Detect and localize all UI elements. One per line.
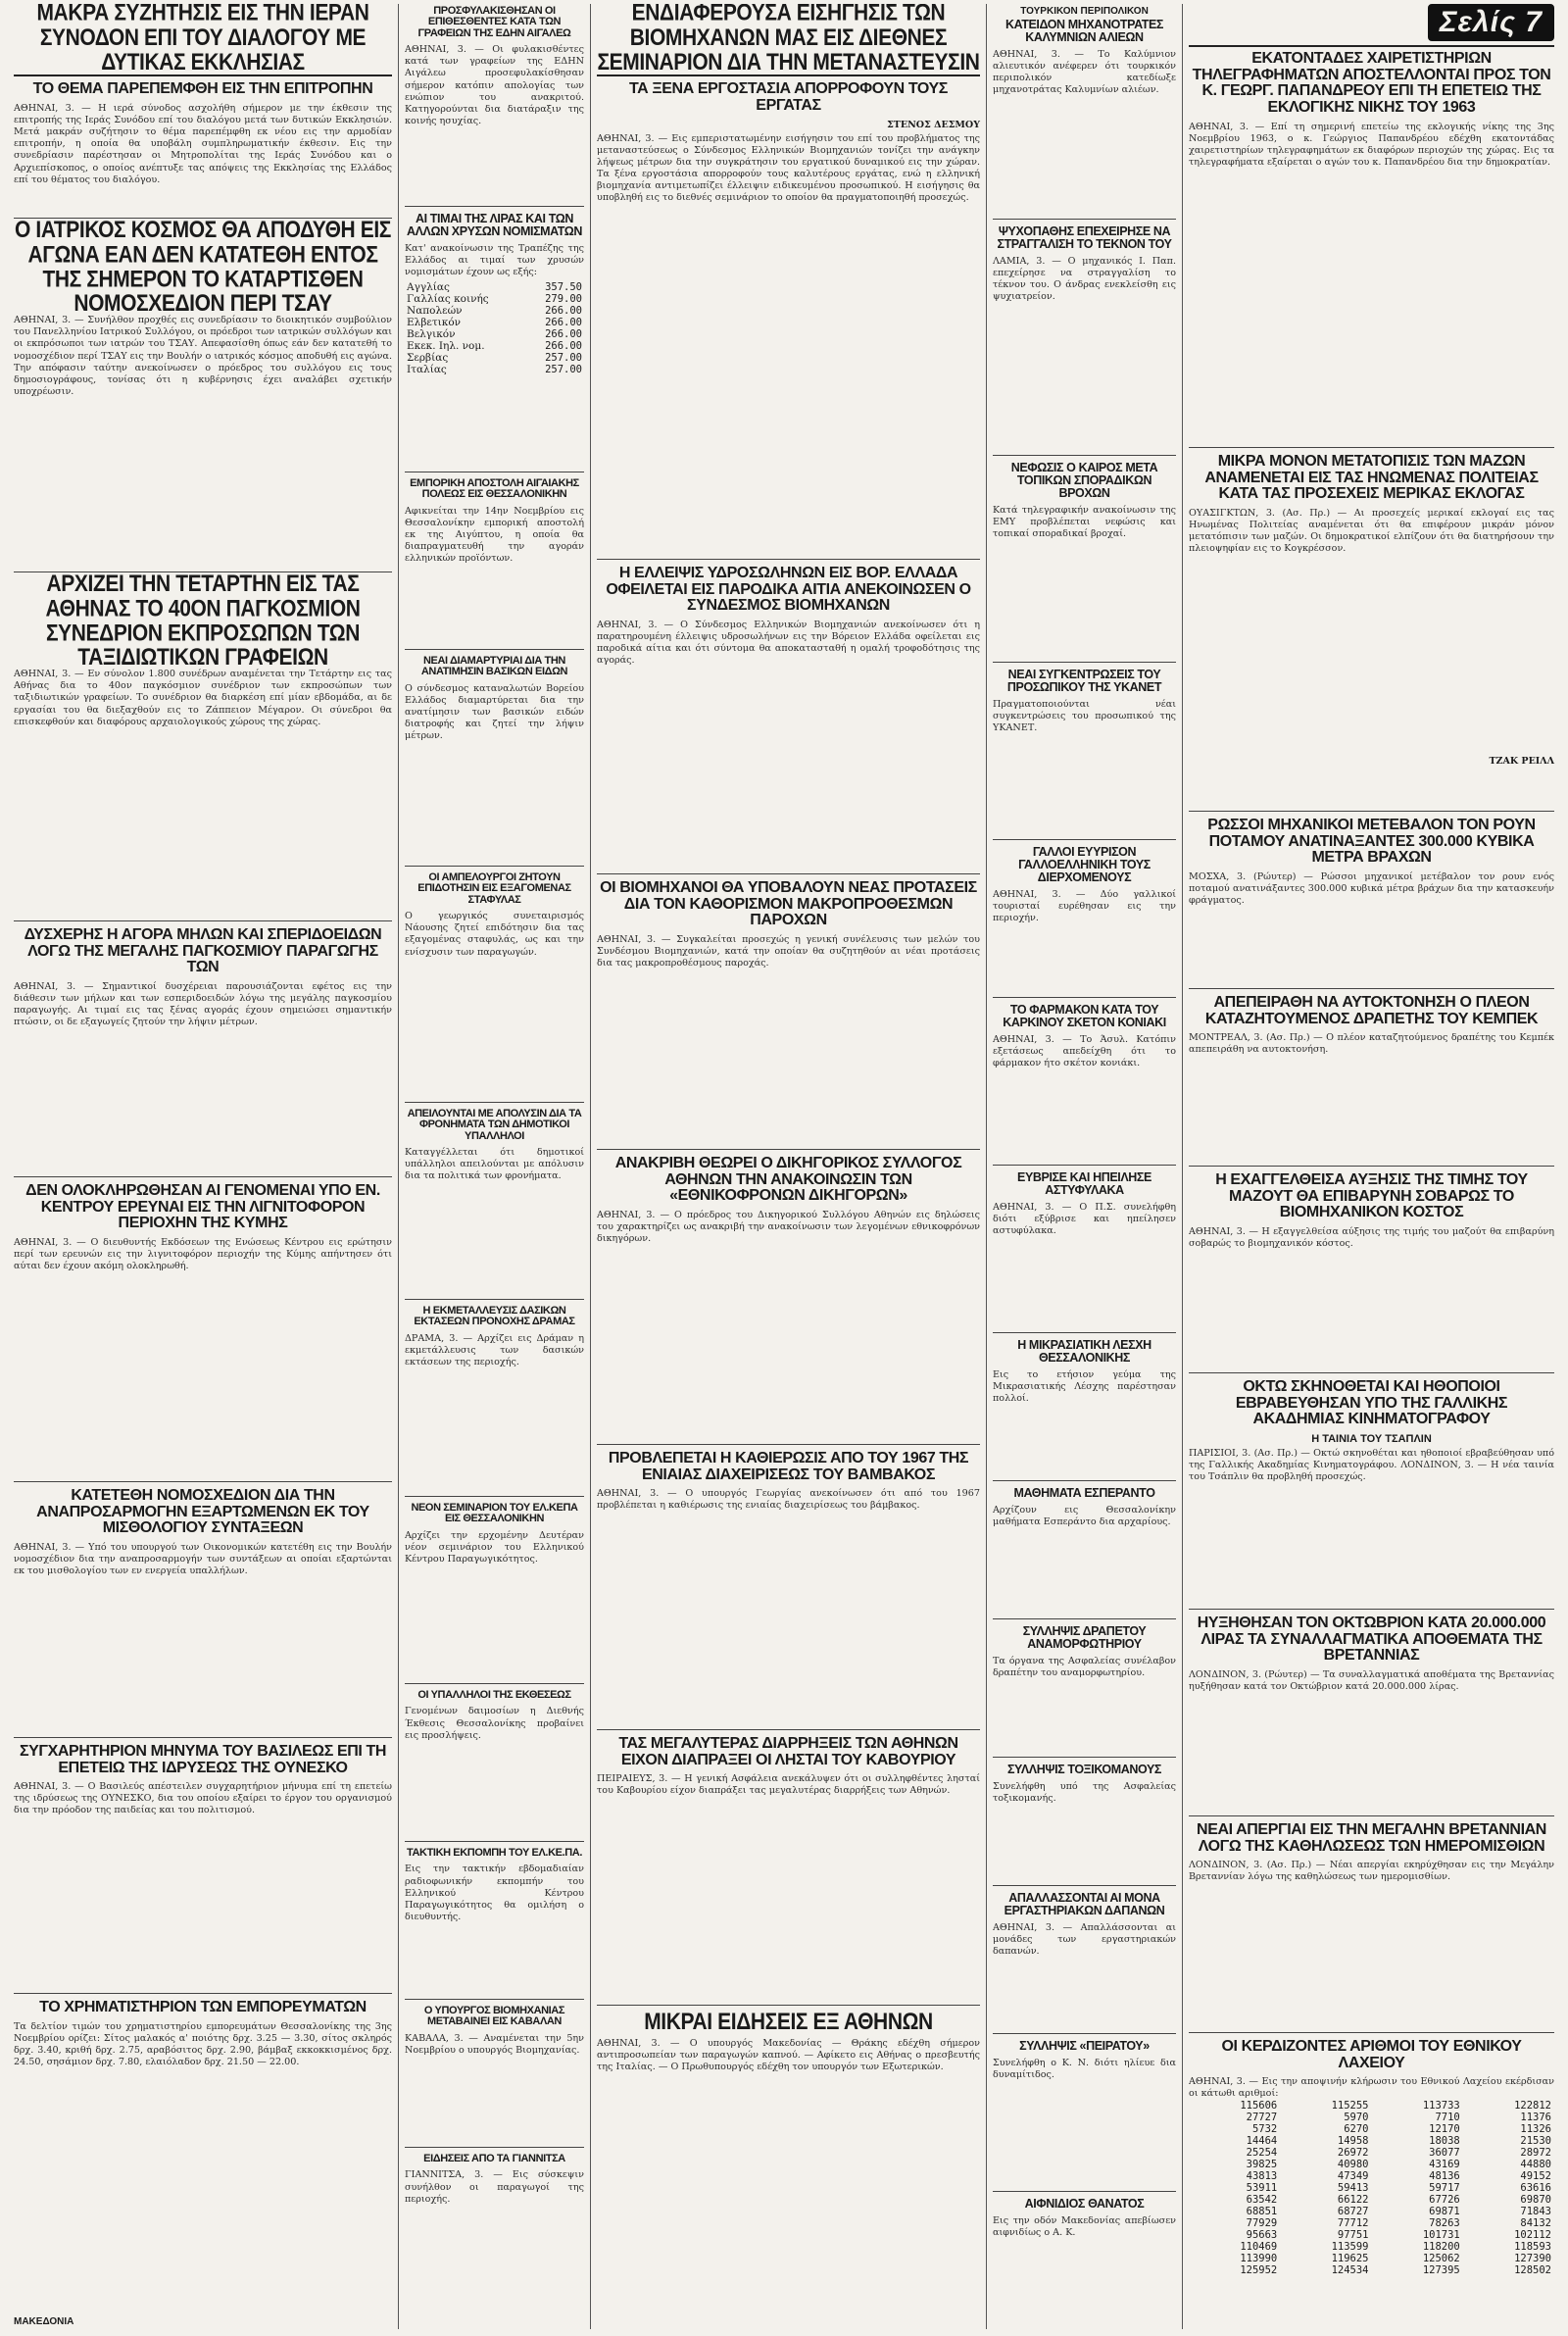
table-row bbox=[405, 305, 584, 317]
article-giannitsa bbox=[405, 2154, 584, 2275]
article-body: Εις την οδόν Μακεδονίας απεβίωσεν αιφνιδίως ο Α. Κ. bbox=[993, 2215, 1176, 2239]
article-addicts bbox=[993, 1764, 1176, 1886]
article-forests bbox=[405, 1306, 584, 1497]
rate-value: 257.00 bbox=[545, 364, 582, 376]
article-body: Συνελήφθη υπό της Ασφαλείας τοξικομανής. bbox=[993, 1781, 1176, 1805]
headline: ΕΝΔΙΑΦΕΡΟΥΣΑ ΕΙΣΗΓΗΣΙΣ ΤΩΝ ΒΙΟΜΗΧΑΝΩΝ ΜΑΣ ΕΙΣ ΔΙΕΘΝΕΣ ΣΕΜΙΝΑΡΙΟΝ ΔΙΑ ΤΗΝ ΜΕΤΑΝΑΣΤΕΥΣΙΝ bbox=[597, 4, 980, 75]
lottery-number: 68727 bbox=[1337, 2206, 1369, 2218]
rate-value: 257.00 bbox=[545, 352, 582, 365]
lottery-number: 67726 bbox=[1429, 2194, 1460, 2207]
table-row bbox=[1189, 2229, 1554, 2241]
headline: ΔΥΣΧΕΡΗΣ Η ΑΓΟΡΑ ΜΗΛΩΝ ΚΑΙ ΣΠΕΡΙΔΟΕΙΔΩΝ ΛΟΓΩ ΤΗΣ ΜΕΓΑΛΗΣ ΠΑΓΚΟΣΜΙΟΥ ΠΑΡΑΓΩΓΗΣ ΤΩΝ bbox=[24, 926, 382, 976]
lottery-number: 11376 bbox=[1520, 2112, 1551, 2124]
table-row bbox=[405, 340, 584, 352]
headline: ΚΑΤΕΤΕΘΗ ΝΟΜΟΣΧΕΔΙΟΝ ΔΙΑ ΤΗΝ ΑΝΑΠΡΟΣΑΡΜΟΓΗΝ ΕΞΑΡΤΩΜΕΝΩΝ ΕΚ ΤΟΥ ΜΙΣΘΟΛΟΓΙΟΥ ΣΥΝΤΑΞΕΩΝ bbox=[36, 1487, 369, 1537]
article-small-news bbox=[597, 2009, 980, 2329]
article-body: ΛΑΜΙΑ, 3. — Ο μηχανικός Ι. Παπ. επεχείρησε να στραγγαλίση το τέκνον του. Ο άνδρας ενεκλείσθη εις ψυχιατρείον. bbox=[993, 256, 1176, 303]
article-body: Ο σύνδεσμος καταναλωτών Βορείου Ελλάδος διαμαρτύρεται δια την ανατίμησιν των βασικών ειδών διατροφής και ζητεί την λήψιν μέτρων. bbox=[405, 682, 584, 742]
headline: ΝΕΑΙ ΔΙΑΜΑΡΤΥΡΙΑΙ ΔΙΑ ΤΗΝ ΑΝΑΤΙΜΗΣΙΝ ΒΑΣΙΚΩΝ ΕΙΔΩΝ bbox=[420, 655, 568, 678]
lottery-number: 127395 bbox=[1422, 2264, 1460, 2277]
rate-name: Βελγικόν bbox=[407, 328, 456, 341]
lottery-number: 122812 bbox=[1514, 2100, 1551, 2112]
article-migration bbox=[597, 6, 980, 560]
lottery-number: 47349 bbox=[1337, 2170, 1369, 2183]
byline: ΤΖΑΚ ΡΕΙΛΛ bbox=[1489, 755, 1554, 767]
article-gold-rates bbox=[405, 213, 584, 472]
article-body: Εις το ετήσιον γεύμα της Μικρασιατικής Λέσχης παρέστησαν πολλοί. bbox=[993, 1369, 1176, 1405]
article-broadcast bbox=[405, 1848, 584, 2000]
rate-name: Εκεκ. Ιηλ. νομ. bbox=[407, 340, 485, 353]
headline: ΝΕΑΙ ΑΠΕΡΓΙΑΙ ΕΙΣ ΤΗΝ ΜΕΓΑΛΗΝ ΒΡΕΤΑΝΝΙΑΝ ΛΟΓΩ ΤΗΣ ΚΑΘΗΛΩΣΕΩΣ ΤΩΝ ΗΜΕΡΟΜΙΣΘΙΩΝ bbox=[1197, 1821, 1546, 1855]
article-quebec-fugitive bbox=[1189, 995, 1554, 1167]
article-price-protests bbox=[405, 656, 584, 867]
rate-name: Ιταλίας bbox=[407, 364, 447, 376]
article-body: ΜΟΣΧΑ, 3. (Ρώυτερ) — Ρώσσοι μηχανικοί μετέβαλον τον ρουν ενός ποταμού ανατινάξαντες 300.000 κυβικά μέτρα βράχων δια την κατασκευήν φράγματος. bbox=[1189, 870, 1554, 907]
headline: ΜΑΚΡΑ ΣΥΖΗΤΗΣΙΣ ΕΙΣ ΤΗΝ ΙΕΡΑΝ ΣΥΝΟΔΟΝ ΕΠΙ ΤΟΥ ΔΙΑΛΟΓΟΥ ΜΕ ΔΥΤΙΚΑΣ ΕΚΚΛΗΣΙΑΣ bbox=[36, 4, 369, 75]
lottery-number: 110469 bbox=[1240, 2241, 1278, 2254]
headline: ΑΙ ΤΙΜΑΙ ΤΗΣ ΛΙΡΑΣ ΚΑΙ ΤΩΝ ΑΛΛΩΝ ΧΡΥΣΩΝ ΝΟΜΙΣΜΑΤΩΝ bbox=[406, 212, 583, 238]
article-body: Κατ' ανακοίνωσιν της Τραπέζης της Ελλάδος αι τιμαί των χρυσών νομισμάτων έχουν ως εξής: bbox=[405, 243, 584, 278]
article-body: ΑΘΗΝΑΙ, 3. — Το Άσυλ. Κατόπιν εξετάσεως απεδείχθη ότι το φάρμακον ήτο σκέτον κονιάκι. bbox=[993, 1034, 1176, 1069]
article-minister-kavala bbox=[405, 2006, 584, 2148]
column-1 bbox=[8, 4, 398, 2329]
headline: ΑΠΑΛΛΑΣΣΟΝΤΑΙ ΑΙ ΜΟΝΑ ΕΡΓΑΣΤΗΡΙΑΚΩΝ ΔΑΠΑΝΩΝ bbox=[1004, 1891, 1165, 1917]
article-body: Πραγματοποιούνται νέαι συγκεντρώσεις του προσωπικού της ΥΚΑΝΕΤ. bbox=[993, 699, 1176, 734]
lottery-number: 78263 bbox=[1429, 2217, 1460, 2230]
article-body: ΑΘΗΝΑΙ, 3. — Ο Σύνδεσμος Ελληνικών Βιομηχανιών ανεκοίνωσεν ότι η παρατηρουμένη έλλειψις υδροσωλήνων εις την Βόρειον Ελλάδα οφείλεται εις παροδικά αίτια και ότι σύντομα θα αποκατασταθή η ομαλή τροφοδότησις της αγοράς. bbox=[597, 619, 980, 667]
article-body: ΚΑΒΑΛΑ, 3. — Αναμένεται την 5ην Νοεμβρίου ο υπουργός Βιομηχανίας. bbox=[405, 2032, 584, 2056]
lottery-number: 97751 bbox=[1337, 2229, 1369, 2242]
lottery-number: 36077 bbox=[1429, 2147, 1460, 2160]
headline: ΝΕΑΙ ΣΥΓΚΕΝΤΡΩΣΕΙΣ ΤΟΥ ΠΡΟΣΩΠΙΚΟΥ ΤΗΣ ΥΚΑΝΕΤ bbox=[1006, 668, 1162, 694]
section-label bbox=[1189, 18, 1192, 28]
article-body: ΔΡΑΜΑ, 3. — Αρχίζει εις Δράμαν η εκμετάλλευσις των δασικών εκτάσεων της περιοχής. bbox=[405, 1332, 584, 1368]
lottery-number: 49152 bbox=[1520, 2170, 1551, 2183]
lottery-number: 113733 bbox=[1422, 2100, 1460, 2112]
lottery-number: 113990 bbox=[1240, 2253, 1278, 2265]
headline: ΗΥΞΗΘΗΣΑΝ ΤΟΝ ΟΚΤΩΒΡΙΟΝ ΚΑΤΑ 20.000.000 ΛΙΡΑΣ ΤΑ ΣΥΝΑΛΛΑΓΜΑΤΙΚΑ ΑΠΟΘΕΜΑΤΑ ΤΗΣ ΒΡΕΤΑΝΝΙΑΣ bbox=[1197, 1615, 1546, 1665]
headline: ΠΡΟΒΛΕΠΕΤΑΙ Η ΚΑΘΙΕΡΩΣΙΣ ΑΠΟ ΤΟΥ 1967 ΤΗΣ ΕΝΙΑΙΑΣ ΔΙΑΧΕΙΡΙΣΕΩΣ ΤΟΥ ΒΑΜΒΑΚΟΣ bbox=[608, 1450, 969, 1483]
article-lottery bbox=[1189, 2039, 1554, 2329]
gold-rates-table bbox=[405, 281, 584, 375]
table-row bbox=[1189, 2217, 1554, 2229]
lottery-number: 6270 bbox=[1344, 2123, 1369, 2136]
lottery-number: 25254 bbox=[1246, 2147, 1278, 2160]
column-4 bbox=[986, 4, 1182, 2329]
lottery-number: 14958 bbox=[1337, 2135, 1369, 2148]
article-body: Αρχίζει την ερχομένην Δευτέραν νέον σεμινάριον του Ελληνικού Κέντρου Παραγωγικότητος. bbox=[405, 1529, 584, 1566]
article-body: ΑΘΗΝΑΙ, 3. — Υπό του υπουργού των Οικονομικών κατετέθη εις την Βουλήν νομοσχέδιον δια την αναπροσαρμογήν των συντάξεων αι οποίαι εξαρτώνται εκ του μισθολογίου των εν ενεργεία υπαλλήλων. bbox=[14, 1541, 392, 1577]
article-body: ΑΘΗΝΑΙ, 3. — Απαλλάσσονται αι μονάδες των εργαστηριακών δαπανών. bbox=[993, 1922, 1176, 1958]
article-body: ΑΘΗΝΑΙ, 3. — Συνήλθον προχθές εις συνεδρίασιν το διοικητικόν συμβούλιον του Πανελληνίου Ιατρικού Συλλόγου, οι πρόεδροι των ιατρικών συλλόγων και οι εκπρόσωποι των ιατρών του ΤΣΑΥ. Απεφασίσθη όπως εάν δεν κατατεθή το νομοσχέδιον περί ΤΣΑΥ εις την Βουλήν ο ιατρικός κόσμος αποδυθή εις αγώνα. Την απόφασιν ταύτην ανεκοίνωσεν ο πρόεδρος του συλλόγου εις τους δημοσιογράφους, τονίσας ότι η κυβέρνησις έχει αναλάβει σχετικήν υποχρέωσιν. bbox=[14, 315, 392, 397]
headline: ΡΩΣΣΟΙ ΜΗΧΑΝΙΚΟΙ ΜΕΤΕΒΑΛΟΝ ΤΟΝ ΡΟΥΝ ΠΟΤΑΜΟΥ ΑΝΑΤΙΝΑΞΑΝΤΕΣ 300.000 ΚΥΒΙΚΑ ΜΕΤΡΑ ΒΡΑΧΩΝ bbox=[1207, 817, 1536, 867]
headline: ΑΠΕΙΛΟΥΝΤΑΙ ΜΕ ΑΠΟΛΥΣΙΝ ΔΙΑ ΤΑ ΦΡΟΝΗΜΑΤΑ ΤΩΝ ΔΗΜΟΤΙΚΟΙ ΥΠΑΛΛΗΛΟΙ bbox=[407, 1108, 582, 1142]
headline: ΟΙ ΑΜΠΕΛΟΥΡΓΟΙ ΖΗΤΟΥΝ ΕΠΙΔΟΤΗΣΙΝ ΕΙΣ ΕΞΑΓΟΜΕΝΑΣ ΣΤΑΦΥΛΑΣ bbox=[417, 871, 571, 906]
lottery-number: 21530 bbox=[1520, 2135, 1551, 2148]
headline: ΝΕΟΝ ΣΕΜΙΝΑΡΙΟΝ ΤΟΥ ΕΛ.ΚΕΠΑ ΕΙΣ ΘΕΣΣΑΛΟΝΙΚΗΝ bbox=[411, 1502, 578, 1525]
headline: ΕΥΒΡΙΣΕ ΚΑΙ ΗΠΕΙΛΗΣΕ ΑΣΤΥΦΥΛΑΚΑ bbox=[1017, 1170, 1152, 1197]
lottery-number: 115606 bbox=[1240, 2100, 1278, 2112]
table-row bbox=[1189, 2182, 1554, 2194]
article-policeman bbox=[993, 1171, 1176, 1333]
article-body: ΠΕΙΡΑΙΕΥΣ, 3. — Η γενική Ασφάλεια ανεκάλυψεν ότι οι συλληφθέντες λησταί του Καβουρίου είχον διαπράξει τας μεγαλυτέρας διαρρήξεις των Αθηνών. bbox=[597, 1773, 980, 1797]
rate-name: Γαλλίας κοινής bbox=[407, 293, 489, 306]
lottery-number: 12170 bbox=[1429, 2123, 1460, 2136]
article-trade-mission bbox=[405, 478, 584, 650]
table-row bbox=[1189, 2135, 1554, 2147]
page-footer: ΜΑΚΕΔΟΝΙΑ bbox=[14, 2316, 74, 2327]
lottery-table bbox=[1189, 2100, 1554, 2276]
article-arrests bbox=[405, 6, 584, 207]
lottery-number: 128502 bbox=[1514, 2264, 1551, 2277]
headline: ΚΑΤΕΙΔΟΝ ΜΗΧΑΝΟΤΡΑΤΕΣ ΚΑΛΥΜΝΙΩΝ ΑΛΙΕΩΝ bbox=[1005, 18, 1163, 44]
headline: ΕΙΔΗΣΕΙΣ ΑΠΟ ΤΑ ΓΙΑΝΝΙΤΣΑ bbox=[423, 2153, 565, 2164]
article-body: ΑΘΗΝΑΙ, 3. — Οι φυλακισθέντες κατά των γραφείων της ΕΔΗΝ Αιγάλεω προσεφυλακίσθησαν σήμερον κατόπιν απολογίας των ενώπιον του ανακριτού. Κατηγορούνται δια διατάραξιν της κοινής ησυχίας. bbox=[405, 44, 584, 126]
article-pensions bbox=[14, 1488, 392, 1738]
lottery-number: 59413 bbox=[1337, 2182, 1369, 2195]
divider bbox=[597, 75, 980, 76]
article-body: ΑΘΗΝΑΙ, 3. — Ο Βασιλεύς απέστειλεν συγχαρητήριον μήνυμα επί τη επετείω της ιδρύσεως της ΟΥΝΕΣΚΟ, δια του οποίου εξαίρει το έργον του οργανισμού δια την πρόοδον της παιδείας και του πολιτισμού. bbox=[14, 1781, 392, 1816]
table-row bbox=[1189, 2100, 1554, 2112]
article-papandreou bbox=[1189, 51, 1554, 448]
rate-name: Ελβετικόν bbox=[407, 317, 462, 329]
lottery-number: 115255 bbox=[1331, 2100, 1369, 2112]
table-row bbox=[405, 352, 584, 364]
headline: ΟΙ ΒΙΟΜΗΧΑΝΟΙ ΘΑ ΥΠΟΒΑΛΟΥΝ ΝΕΑΣ ΠΡΟΤΑΣΕΙΣ ΔΙΑ ΤΟΝ ΚΑΘΟΡΙΣΜΟΝ ΜΑΚΡΟΠΡΟΘΕΣΜΩΝ ΠΑΡΟΧΩΝ bbox=[600, 879, 977, 929]
divider bbox=[14, 75, 392, 76]
table-row bbox=[1189, 2123, 1554, 2135]
lottery-number: 59717 bbox=[1429, 2182, 1460, 2195]
table-row bbox=[1189, 2194, 1554, 2206]
article-unesco bbox=[14, 1744, 392, 1994]
article-french bbox=[993, 846, 1176, 998]
article-doctors bbox=[14, 217, 392, 572]
article-body: ΠΑΡΙΣΙΟΙ, 3. (Ασ. Πρ.) — Οκτώ σκηνοθέται και ηθοποιοί εβραβεύθησαν υπό της Γαλλικής Ακαδημίας Κινηματογράφου. ΛΟΝΔΙΝΟΝ, 3. — Η νέα ταινία του Τσάπλιν θα προβληθή προσεχώς. bbox=[1189, 1447, 1554, 1483]
article-body: ΟΥΑΣΙΓΚΤΩΝ, 3. (Ασ. Πρ.) — Αι προσεχείς μερικαί εκλογαί εις τας Ηνωμένας Πολιτείας αναμένεται ότι θα επιφέρουν μικράν μόνον μετατόπισιν των μαζών. Οι δημοκρατικοί ελπίζουν ότι θα διατηρήσουν την πλειοψηφίαν εις το Κογκρέσσον. bbox=[1189, 507, 1554, 555]
headline: ΨΥΧΟΠΑΘΗΣ ΕΠΕΧΕΙΡΗΣΕ ΝΑ ΣΤΡΑΓΓΑΛΙΣΗ ΤΟ ΤΕΚΝΟΝ ΤΟΥ bbox=[997, 224, 1172, 251]
headline: ΠΡΟΣΦΥΛΑΚΙΣΘΗΣΑΝ ΟΙ ΕΠΙΘΕΣΘΕΝΤΕΣ ΚΑΤΑ ΤΩΝ ΓΡΑΦΕΙΩΝ ΤΗΣ ΕΔΗΝ ΑΙΓΑΛΕΩ bbox=[417, 5, 571, 39]
lottery-number: 71843 bbox=[1520, 2206, 1551, 2218]
article-body: Εις την τακτικήν εβδομαδιαίαν ραδιοφωνικήν εκπομπήν του Ελληνικού Κέντρου Παραγωγικότητος θα ομιλήση ο διευθυντής. bbox=[405, 1864, 584, 1922]
headline: ΤΟ ΧΡΗΜΑΤΙΣΤΗΡΙΟΝ ΤΩΝ ΕΜΠΟΡΕΥΜΑΤΩΝ bbox=[39, 1999, 367, 2015]
headline: ΝΕΦΩΣΙΣ Ο ΚΑΙΡΟΣ ΜΕΤΑ ΤΟΠΙΚΩΝ ΣΠΟΡΑΔΙΚΩΝ ΒΡΟΧΩΝ bbox=[1010, 461, 1158, 500]
lottery-number: 101731 bbox=[1422, 2229, 1460, 2242]
article-weather bbox=[993, 462, 1176, 663]
lottery-number: 18038 bbox=[1429, 2135, 1460, 2148]
article-body: Τα όργανα της Ασφαλείας συνέλαβον δραπέτην του αναμορφωτηρίου. bbox=[993, 1656, 1176, 1679]
article-body: Ο γεωργικός συνεταιρισμός Νάουσης ζητεί επιδότησιν δια τας εξαγομένας σταφυλάς, ως και την ενίσχυσιν των παραγωγών. bbox=[405, 911, 584, 958]
article-apples bbox=[14, 927, 392, 1177]
headline: ΑΡΧΙΖΕΙ ΤΗΝ ΤΕΤΑΡΤΗΝ ΕΙΣ ΤΑΣ ΑΘΗΝΑΣ ΤΟ 40ΟΝ ΠΑΓΚΟΣΜΙΟΝ ΣΥΝΕΔΡΙΟΝ ΕΚΠΡΟΣΩΠΩΝ ΤΩΝ ΤΑΞΙΔΙΩΤΙΚΩΝ ΓΡΑΦΕΙΩΝ bbox=[45, 571, 361, 671]
article-body: Αφικνείται την 14ην Νοεμβρίου εις Θεσσαλονίκην εμπορική αποστολή εκ της Αιγύπτου, η οποία θα διαπραγματευθή την αγοράν ελληνικών προϊόντων. bbox=[405, 505, 584, 565]
page-masthead bbox=[1189, 4, 1554, 47]
newspaper-page bbox=[8, 4, 1560, 2329]
article-soviet-river bbox=[1189, 818, 1554, 989]
lottery-number: 118200 bbox=[1422, 2241, 1460, 2254]
article-lab-costs bbox=[993, 1892, 1176, 2034]
article-synod bbox=[14, 6, 392, 219]
article-body: ΑΘΗΝΑΙ, 3. — Η ιερά σύνοδος ασχολήθη σήμερον με την έκθεσιν της επιτροπής της Ιεράς Συνόδου επί του διαλόγου μετά των δυτικών Εκκλησιών. Μετά μακράν συζήτησιν το θέμα παρεπέμφθη εκ νέου εις την αρμοδίαν επιτροπήν, η οποία θα υποβάλη συμπληρωματικήν έκθεσιν. Εις την συνεδρίασιν παρέστησαν οι Μητροπολίται της Ιεράς Συνόδου και ο Αρχιεπίσκοπος, ο οποίος ανέπτυξε τας απόψεις της Εκκλησίας της Ελλάδος επί του θέματος του διαλόγου. bbox=[14, 103, 392, 185]
headline: ΜΙΚΡΑΙ ΕΙΔΗΣΕΙΣ ΕΞ ΑΘΗΝΩΝ bbox=[644, 2009, 933, 2035]
headline: ΟΙ ΥΠΑΛΛΗΛΟΙ ΤΗΣ ΕΚΘΕΣΕΩΣ bbox=[417, 1689, 571, 1701]
article-body: Καταγγέλλεται ότι δημοτικοί υπάλληλοι απειλούνται με απόλυσιν δια τα πολιτικά των φρονήματα. bbox=[405, 1147, 584, 1182]
headline: Η ΕΧΑΓΓΕΛΘΕΙΣΑ ΑΥΞΗΣΙΣ ΤΗΣ ΤΙΜΗΣ ΤΟΥ ΜΑΖΟΥΤ ΘΑ ΕΠΙΒΑΡΥΝΗ ΣΟΒΑΡΩΣ ΤΟ ΒΙΟΜΗΧΑΝΙΚΟΝ ΚΟΣΤΟΣ bbox=[1215, 1171, 1528, 1221]
article-lignite bbox=[14, 1183, 392, 1482]
article-body: ΑΘΗΝΑΙ, 3. — Ο υπουργός Μακεδονίας — Θράκης εδέχθη σήμερον αντιπροσωπείαν των παραγωγών καπνού. — Αφίκετο εις Αθήνας ο πρεσβευτής της Ιταλίας. — Ο Πρωθυπουργός εδέχθη τον υπουργόν των Εξωτερικών. bbox=[597, 2037, 980, 2072]
section-label: ΤΟΥΡΚΙΚΟΝ ΠΕΡΙΠΟΛΙΚΟΝ bbox=[1020, 6, 1149, 17]
article-body: Γενομένων δαιμοσίων η Διεθνής Έκθεσις Θεσσαλονίκης προβαίνει εις προσλήψεις. bbox=[405, 1706, 584, 1741]
lottery-number: 113599 bbox=[1331, 2241, 1369, 2254]
byline: ΣΤΕΝΟΣ ΔΕΣΜΟΥ bbox=[887, 119, 980, 130]
lottery-number: 27727 bbox=[1246, 2112, 1278, 2124]
rate-value: 266.00 bbox=[545, 317, 582, 329]
headline: ΕΜΠΟΡΙΚΗ ΑΠΟΣΤΟΛΗ ΑΙΓΑΙΑΚΗΣ ΠΟΛΕΩΣ ΕΙΣ ΘΕΣΣΑΛΟΝΙΚΗΝ bbox=[410, 477, 579, 501]
article-ykanet bbox=[993, 669, 1176, 840]
column-2 bbox=[398, 4, 590, 2329]
column-5 bbox=[1182, 4, 1560, 2329]
headline: ΑΙΦΝΙΔΙΟΣ ΘΑΝΑΤΟΣ bbox=[1024, 2197, 1145, 2211]
headline: ΜΑΘΗΜΑΤΑ ΕΣΠΕΡΑΝΤΟ bbox=[1013, 1486, 1155, 1500]
lottery-number: 77929 bbox=[1246, 2217, 1278, 2230]
lottery-number: 40980 bbox=[1337, 2159, 1369, 2171]
headline: ΣΥΓΧΑΡΗΤΗΡΙΟΝ ΜΗΝΥΜΑ ΤΟΥ ΒΑΣΙΛΕΩΣ ΕΠΙ ΤΗ ΕΠΕΤΕΙΩ ΤΗΣ ΙΔΡΥΣΕΩΣ ΤΗΣ ΟΥΝΕΣΚΟ bbox=[19, 1743, 387, 1776]
article-body: ΑΘΗΝΑΙ, 3. — Συγκαλείται προσεχώς η γενική συνέλευσις των μελών του Συνδέσμου Βιομηχανιών, κατά την οποίαν θα συζητηθούν αι νέαι προτάσεις δια τας μακροπροθέσμους παροχάς. bbox=[597, 933, 980, 969]
headline: ΟΚΤΩ ΣΚΗΝΟΘΕΤΑΙ ΚΑΙ ΗΘΟΠΟΙΟΙ ΕΒΡΑΒΕΥΘΗΣΑΝ ΥΠΟ ΤΗΣ ΓΑΛΛΙΚΗΣ ΑΚΑΔΗΜΙΑΣ ΚΙΝΗΜΑΤΟΓΡΑΦΟΥ bbox=[1235, 1378, 1508, 1428]
table-row bbox=[1189, 2264, 1554, 2276]
lottery-number: 43169 bbox=[1429, 2159, 1460, 2171]
lottery-number: 5732 bbox=[1251, 2123, 1278, 2136]
article-municipal-staff bbox=[405, 1109, 584, 1300]
headline: ΓΑΛΛΟΙ ΕΥΥΡΙΣΟΝ ΓΑΛΛΟΕΛΛΗΝΙΚΗ ΤΟΥΣ ΔΙΕΡΧΟΜΕΝΟΥΣ bbox=[1018, 845, 1151, 884]
rate-value: 266.00 bbox=[545, 328, 582, 341]
article-body: ΛΟΝΔΙΝΟΝ, 3. (Ρώυτερ) — Τα συναλλαγματικά αποθέματα της Βρεταννίας ηυξήθησαν κατά τον Οκτώβριον κατά 20.000.000 λίρας. bbox=[1189, 1668, 1554, 1692]
article-pipes bbox=[597, 566, 980, 874]
lottery-number: 68851 bbox=[1246, 2206, 1278, 2218]
headline: Η ΜΙΚΡΑΣΙΑΤΙΚΗ ΛΕΣΧΗ ΘΕΣΣΑΛΟΝΙΚΗΣ bbox=[1017, 1338, 1152, 1365]
lottery-number: 7710 bbox=[1435, 2112, 1460, 2124]
lottery-number: 127390 bbox=[1514, 2253, 1551, 2265]
table-row bbox=[1189, 2159, 1554, 2170]
column-3 bbox=[590, 4, 986, 2329]
article-body: ΑΘΗΝΑΙ, 3. — Ο διευθυντής Εκδόσεων της Ενώσεως Κέντρου εις ερώτησιν περί των ερευνών εις την λιγνιτοφόρον περιοχήν της Κύμης απήντησεν ότι αύται δεν έχουν ακόμη ολοκληρωθή. bbox=[14, 1236, 392, 1272]
article-travel-congress bbox=[14, 571, 392, 921]
headline: ΑΠΕΠΕΙΡΑΘΗ ΝΑ ΑΥΤΟΚΤΟΝΗΣΗ Ο ΠΛΕΟΝ ΚΑΤΑΖΗΤΟΥΜΕΝΟΣ ΔΡΑΠΕΤΗΣ ΤΟΥ ΚΕΜΠΕΚ bbox=[1204, 994, 1539, 1027]
article-vine-growers bbox=[405, 872, 584, 1103]
headline: Ο ΥΠΟΥΡΓΟΣ ΒΙΟΜΗΧΑΝΙΑΣ ΜΕΤΑΒΑΙΝΕΙ ΕΙΣ ΚΑΒΑΛΑΝ bbox=[423, 2005, 565, 2028]
lottery-number: 28972 bbox=[1520, 2147, 1551, 2160]
subheadline: ΤΟ ΘΕΜΑ ΠΑΡΕΠΕΜΦΘΗ ΕΙΣ ΤΗΝ ΕΠΙΤΡΟΠΗΝ bbox=[32, 80, 373, 98]
article-body: ΑΘΗΝΑΙ, 3. — Ο υπουργός Γεωργίας ανεκοίνωσεν ότι από του 1967 προβλέπεται η καθιέρωσις της ενιαίας διαχειρίσεως του βάμβακος. bbox=[597, 1488, 980, 1512]
rate-name: Σερβίας bbox=[407, 352, 449, 365]
headline: ΣΥΛΛΗΨΙΣ ΔΡΑΠΕΤΟΥ ΑΝΑΜΟΡΦΩΤΗΡΙΟΥ bbox=[1022, 1624, 1147, 1651]
headline: Η ΕΛΛΕΙΨΙΣ ΥΔΡΟΣΩΛΗΝΩΝ ΕΙΣ ΒΟΡ. ΕΛΛΑΔΑ ΟΦΕΙΛΕΤΑΙ ΕΙΣ ΠΑΡΟΔΙΚΑ ΑΙΤΙΑ ΑΝΕΚΟΙΝΩΣΕΝ Ο ΣΥΝΔΕΣΜΟΣ ΒΙΟΜΗΧΑΝΩΝ bbox=[606, 565, 971, 615]
article-fugitive bbox=[993, 1625, 1176, 1758]
lottery-number: 43813 bbox=[1246, 2170, 1278, 2183]
lottery-number: 119625 bbox=[1331, 2253, 1369, 2265]
article-body: Συνελήφθη ο Κ. Ν. διότι ηλίευε δια δυναμίτιδος. bbox=[993, 2058, 1176, 2081]
lottery-number: 53911 bbox=[1246, 2182, 1278, 2195]
table-row bbox=[405, 281, 584, 293]
headline: ΤΑΣ ΜΕΓΑΛΥΤΕΡΑΣ ΔΙΑΡΡΗΞΕΙΣ ΤΩΝ ΑΘΗΝΩΝ ΕΙΧΟΝ ΔΙΑΠΡΑΞΕΙ ΟΙ ΛΗΣΤΑΙ ΤΟΥ ΚΑΒΟΥΡΙΟΥ bbox=[618, 1735, 958, 1768]
article-seminar bbox=[405, 1503, 584, 1684]
table-row bbox=[405, 293, 584, 305]
headline: ΕΚΑΤΟΝΤΑΔΕΣ ΧΑΙΡΕΤΙΣΤΗΡΙΩΝ ΤΗΛΕΓΡΑΦΗΜΑΤΩΝ ΑΠΟΣΤΕΛΛΟΝΤΑΙ ΠΡΟΣ ΤΟΝ Κ. ΓΕΩΡΓ. ΠΑΠΑΝΔΡΕΟΥ ΕΠΙ ΤΗ ΕΠΕΤΕΙΩ ΤΗΣ ΕΚΛΟΓΙΚΗΣ ΝΙΚΗΣ ΤΟΥ 1963 bbox=[1192, 50, 1551, 116]
page-number-badge: Σελίς 7 bbox=[1428, 4, 1554, 41]
table-row bbox=[1189, 2170, 1554, 2182]
headline: ΤΟ ΦΑΡΜΑΚΟΝ ΚΑΤΑ ΤΟΥ ΚΑΡΚΙΝΟΥ ΣΚΕΤΟΝ ΚΟΝΙΑΚΙ bbox=[1003, 1003, 1166, 1029]
article-death bbox=[993, 2198, 1176, 2319]
headline: Ο ΙΑΤΡΙΚΟΣ ΚΟΣΜΟΣ ΘΑ ΑΠΟΔΥΘΗ ΕΙΣ ΑΓΩΝΑ ΕΑΝ ΔΕΝ ΚΑΤΑΤΕΘΗ ΕΝΤΟΣ ΤΗΣ ΣΗΜΕΡΟΝ ΤΟ ΚΑΤΑΡΤΙΣΘΕΝ ΝΟΜΟΣΧΕΔΙΟΝ ΠΕΡΙ ΤΣΑΥ bbox=[15, 217, 391, 318]
lottery-number: 102112 bbox=[1514, 2229, 1551, 2242]
article-body: ΑΘΗΝΑΙ, 3. — Εις εμπεριστατωμένην εισήγησιν του επί του προβλήματος της μεταναστεύσεως ο Σύνδεσμος Ελληνικών Βιομηχανιών τονίζει την ανάγκην λήψεως μέτρων δια την συγκράτησιν του εργατικού δυναμικού εις την χώραν. Τα ξένα εργοστάσια απορροφούν τους καλυτέρους εργάτας, ενώ η ελληνική βιομηχανία αντιμετωπίζει έλλειψιν ειδικευμένου προσωπικού. Η εισήγησις θα υποβληθή εις το διεθνές σεμινάριον το οποίον θα πραγματοποιηθή προσεχώς. bbox=[597, 132, 980, 204]
article-commodities bbox=[14, 2000, 392, 2327]
table-row bbox=[1189, 2206, 1554, 2217]
article-kalymnos bbox=[993, 19, 1176, 220]
lottery-number: 63542 bbox=[1246, 2194, 1278, 2207]
headline: ΜΙΚΡΑ ΜΟΝΟΝ ΜΕΤΑΤΟΠΙΣΙΣ ΤΩΝ ΜΑΖΩΝ ΑΝΑΜΕΝΕΤΑΙ ΕΙΣ ΤΑΣ ΗΝΩΜΕΝΑΣ ΠΟΛΙΤΕΙΑΣ ΚΑΤΑ ΤΑΣ ΠΡΟΣΕΧΕΙΣ ΜΕΡΙΚΑΣ ΕΚΛΟΓΑΣ bbox=[1204, 453, 1539, 503]
article-body: ΜΟΝΤΡΕΑΛ, 3. (Ασ. Πρ.) — Ο πλέον καταζητούμενος δραπέτης του Κεμπέκ απεπειράθη να αυτοκτονήση. bbox=[1189, 1032, 1554, 1056]
headline: ΟΙ ΚΕΡΔΙΖΟΝΤΕΣ ΑΡΙΘΜΟΙ ΤΟΥ ΕΘΝΙΚΟΥ ΛΑΧΕΙΟΥ bbox=[1221, 2038, 1522, 2071]
lottery-number: 11326 bbox=[1520, 2123, 1551, 2136]
article-body: ΑΘΗΝΑΙ, 3. — Ο πρόεδρος του Δικηγορικού Συλλόγου Αθηνών εις δηλώσεις του χαρακτηρίζει ως ανακριβή την ανακοίνωσιν των λεγομένων εθνικοφρόνων δικηγόρων. bbox=[597, 1209, 980, 1245]
rate-value: 266.00 bbox=[545, 340, 582, 353]
article-body: ΑΘΗΝΑΙ, 3. — Η εξαγγελθείσα αύξησις της τιμής του μαζούτ θα επιβαρύνη σοβαρώς το βιομηχανικόν κόστος. bbox=[1189, 1225, 1554, 1249]
article-psychopath bbox=[993, 225, 1176, 456]
table-row bbox=[1189, 2253, 1554, 2264]
article-body: ΛΟΝΔΙΝΟΝ, 3. (Ασ. Πρ.) — Νέαι απεργίαι εκηρύχθησαν εις την Μεγάλην Βρεταννίαν λόγω της καθηλώσεως των ημερομισθίων. bbox=[1189, 1860, 1554, 1883]
article-industrialists bbox=[597, 880, 980, 1150]
subheadline: ΤΑ ΞΕΝΑ ΕΡΓΟΣΤΑΣΙΑ ΑΠΟΡΡΟΦΟΥΝ ΤΟΥΣ ΕΡΓΑΤΑΣ bbox=[628, 80, 949, 115]
table-row bbox=[405, 328, 584, 340]
rate-name: Ναπολεών bbox=[407, 305, 463, 318]
article-us-elections bbox=[1189, 454, 1554, 812]
article-esperanto bbox=[993, 1487, 1176, 1619]
lottery-number: 69870 bbox=[1520, 2194, 1551, 2207]
article-mazut bbox=[1189, 1172, 1554, 1373]
lottery-number: 44880 bbox=[1520, 2159, 1551, 2171]
article-body: ΓΙΑΝΝΙΤΣΑ, 3. — Εις σύσκεψιν συνήλθον οι παραγωγοί της περιοχής. bbox=[405, 2169, 584, 2205]
article-reserves bbox=[1189, 1615, 1554, 1816]
article-club bbox=[993, 1339, 1176, 1481]
article-uk-strikes bbox=[1189, 1822, 1554, 2033]
table-row bbox=[1189, 2147, 1554, 2159]
lottery-number: 26972 bbox=[1337, 2147, 1369, 2160]
lottery-number: 69871 bbox=[1429, 2206, 1460, 2218]
article-body: Κατά τηλεγραφικήν ανακοίνωσιν της ΕΜΥ προβλέπεται νεφώσις και τοπικαί σποραδικαί βροχαί. bbox=[993, 505, 1176, 540]
table-row bbox=[1189, 2241, 1554, 2253]
table-row bbox=[405, 317, 584, 328]
article-body: ΑΘΗΝΑΙ, 3. — Εν σύνολον 1.800 συνέδρων αναμένεται την Τετάρτην εις τας Αθήνας δια το 40ον παγκόσμιον συνέδριον των εκπροσώπων των ταξιδιωτικών γραφείων. Το συνέδριον θα διαρκέση επί μίαν εβδομάδα, αι δε εργασίαι του θα διεξαχθούν εις το Ζάππειον Μέγαρον. Οι σύνεδροι θα επισκεφθούν και διαφόρους αρχαιολογικούς χώρους της χώρας. bbox=[14, 669, 392, 727]
headline: ΑΝΑΚΡΙΒΗ ΘΕΩΡΕΙ Ο ΔΙΚΗΓΟΡΙΚΟΣ ΣΥΛΛΟΓΟΣ ΑΘΗΝΩΝ ΤΗΝ ΑΝΑΚΟΙΝΩΣΙΝ ΤΩΝ «ΕΘΝΙΚΟΦΡΟΝΩΝ ΔΙΚΗΓΟΡΩΝ» bbox=[614, 1155, 962, 1205]
article-lawyers bbox=[597, 1156, 980, 1445]
article-body: ΑΘΗΝΑΙ, 3. — Το Καλύμνιον αλιευτικόν ανέφερεν ότι τουρκικόν περιπολικόν κατεδίωξε μηχανοτράτας Καλυμνίων αλιέων. bbox=[993, 49, 1176, 96]
lottery-number: 5970 bbox=[1344, 2112, 1369, 2124]
side-headline: Η ΤΑΙΝΙΑ ΤΟΥ ΤΣΑΠΛΙΝ bbox=[1311, 1432, 1432, 1445]
article-french-academy bbox=[1189, 1379, 1554, 1610]
lottery-number: 84132 bbox=[1520, 2217, 1551, 2230]
headline: ΤΑΚΤΙΚΗ ΕΚΠΟΜΠΗ ΤΟΥ ΕΛ.ΚΕ.ΠΑ. bbox=[407, 1847, 582, 1859]
article-pirate bbox=[993, 2040, 1176, 2192]
rate-name: Αγγλίας bbox=[407, 281, 450, 294]
article-cotton bbox=[597, 1451, 980, 1730]
headline: ΔΕΝ ΟΛΟΚΛΗΡΩΘΗΣΑΝ ΑΙ ΓΕΝΟΜΕΝΑΙ ΥΠΟ ΕΝ. ΚΕΝΤΡΟΥ ΕΡΕΥΝΑΙ ΕΙΣ ΤΗΝ ΛΙΓΝΙΤΟΦΟΡΟΝ ΠΕΡΙΟΧΗΝ ΤΗΣ ΚΥΜΗΣ bbox=[25, 1182, 380, 1232]
lottery-number: 124534 bbox=[1331, 2264, 1369, 2277]
article-body: ΑΘΗΝΑΙ, 3. — Ο Π.Σ. συνελήφθη διότι εξύβρισε και ηπείλησεν αστυφύλακα. bbox=[993, 1202, 1176, 1237]
article-fair-staff bbox=[405, 1690, 584, 1842]
article-cancer-drug bbox=[993, 1004, 1176, 1166]
lottery-number: 118593 bbox=[1514, 2241, 1551, 2254]
rate-value: 357.50 bbox=[545, 281, 582, 294]
table-row bbox=[405, 364, 584, 375]
table-row bbox=[1189, 2112, 1554, 2123]
lottery-number: 77712 bbox=[1337, 2217, 1369, 2230]
headline: ΣΥΛΛΗΨΙΣ «ΠΕΙΡΑΤΟΥ» bbox=[1019, 2039, 1150, 2053]
lottery-number: 39825 bbox=[1246, 2159, 1278, 2171]
rate-value: 266.00 bbox=[545, 305, 582, 318]
article-burglaries bbox=[597, 1736, 980, 2006]
article-body: Αρχίζουν εις Θεσσαλονίκην μαθήματα Εσπεράντο δια αρχαρίους. bbox=[993, 1505, 1176, 1528]
headline: ΣΥΛΛΗΨΙΣ ΤΟΞΙΚΟΜΑΝΟΥΣ bbox=[1006, 1763, 1162, 1776]
lottery-number: 48136 bbox=[1429, 2170, 1460, 2183]
article-body: ΑΘΗΝΑΙ, 3. — Εις την αποψινήν κλήρωσιν του Εθνικού Λαχείου εκέρδισαν οι κάτωθι αριθμοί: bbox=[1189, 2076, 1554, 2100]
article-body: Τα δελτίον τιμών του χρηματιστηρίου εμπορευμάτων Θεσσαλονίκης της 3ης Νοεμβρίου ορίζει: Σίτος μαλακός α' ποιότης δρχ. 3.25 — 3.30, σίτος σκληρός δρχ. 3.40, κριθή δρχ. 2.75, αραβόσιτος δρχ. 2.90, βάμβαξ εκκοκκισμένος δρχ. 24.50, σησάμιον δρχ. 7.80, ελαιόλαδον δρχ. 21.50 — 22.00. bbox=[14, 2020, 392, 2067]
article-body: ΑΘΗΝΑΙ, 3. — Επί τη σημερινή επετείω της εκλογικής νίκης της 3ης Νοεμβρίου 1963, ο κ. Γεώργιος Παπανδρέου εδέχθη εκατοντάδας χαιρετιστηρίων τηλεγραφημάτων εκ διαφόρων περιοχών της χώρας. Εις τα τηλεγραφήματα εξαίρεται ο αγών του κ. Παπανδρέου δια την δημοκρατίαν. bbox=[1189, 121, 1554, 168]
article-body: ΑΘΗΝΑΙ, 3. — Δύο γαλλικοί τουρισταί ευρέθησαν εις την περιοχήν. bbox=[993, 889, 1176, 924]
lottery-number: 66122 bbox=[1337, 2194, 1369, 2207]
lottery-number: 125062 bbox=[1422, 2253, 1460, 2265]
rate-value: 279.00 bbox=[545, 293, 582, 306]
lottery-number: 95663 bbox=[1246, 2229, 1278, 2242]
headline: Η ΕΚΜΕΤΑΛΛΕΥΣΙΣ ΔΑΣΙΚΩΝ ΕΚΤΑΣΕΩΝ ΠΡΟΝΟΧΗΣ ΔΡΑΜΑΣ bbox=[414, 1305, 575, 1328]
lottery-number: 14464 bbox=[1246, 2135, 1278, 2148]
lottery-number: 125952 bbox=[1240, 2264, 1278, 2277]
lottery-number: 63616 bbox=[1520, 2182, 1551, 2195]
article-body: ΑΘΗΝΑΙ, 3. — Σημαντικοί δυσχέρειαι παρουσιάζονται εφέτος εις την διάθεσιν των μήλων και των εσπεριδοειδών λόγω της μεγάλης παγκοσμίου παραγωγής. Αι τιμαί εις τας ξένας αγοράς έχουν σημειώσει σημαντικήν πτώσιν, οι δε εξαγωγείς ζητούν την λήψιν μέτρων. bbox=[14, 980, 392, 1028]
